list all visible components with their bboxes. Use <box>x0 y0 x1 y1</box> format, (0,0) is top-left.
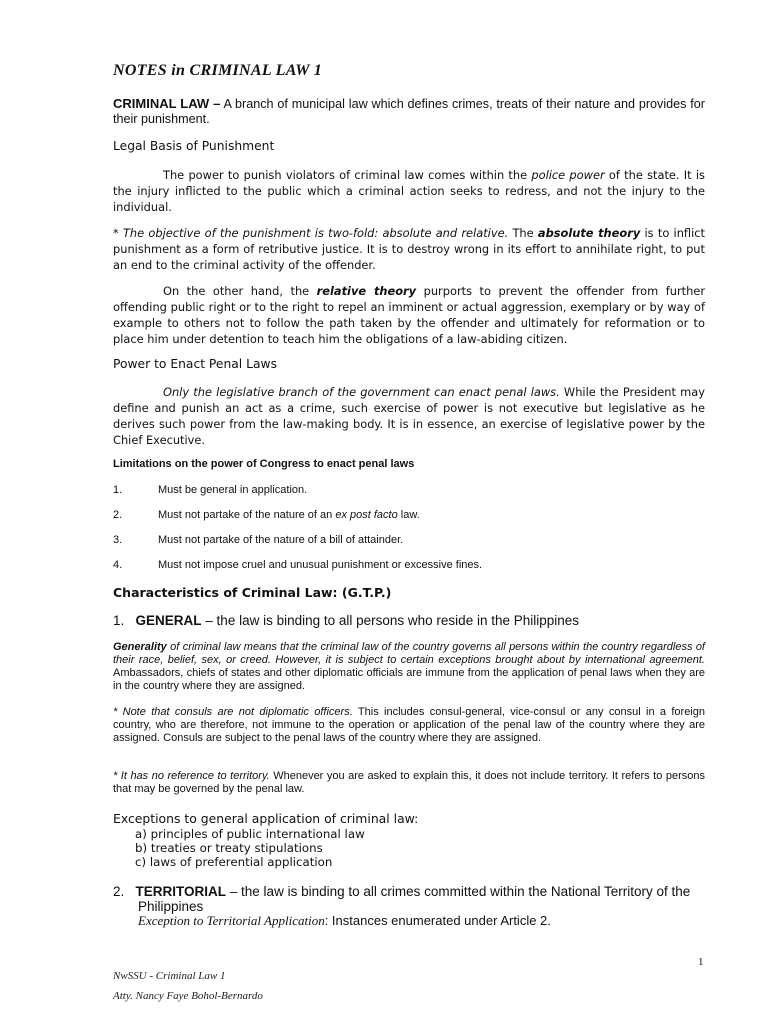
definition-paragraph <box>113 96 705 127</box>
lb-p1-a: The power to punish violators of criminal law comes within the <box>163 168 532 182</box>
limitation-text: Must be general in application. <box>158 484 308 496</box>
consuls-note-paragraph <box>113 706 705 745</box>
legal-basis-paragraph-3 <box>113 283 705 347</box>
power-em: Only the legislative branch of the government can enact penal laws. <box>163 385 560 399</box>
limitation-number: 1. <box>113 484 123 496</box>
generality-bold: Generality <box>113 641 167 653</box>
note-em: * Note that consuls are not diplomatic officers. <box>113 706 353 718</box>
lb-p2-a: The <box>508 226 538 240</box>
legal-basis-heading: Legal Basis of Punishment <box>113 139 275 153</box>
definition-text: A branch of municipal law which defines crimes, treats of their nature and provides for their punishment. <box>113 97 705 126</box>
generality-paragraph <box>113 641 705 693</box>
lb-p2-b: is to inflict punishment as a form of retributive justice. It is to destroy wrong in its effort to annihilate right, to put an end to the criminal activity of the offender. <box>113 226 705 272</box>
characteristics-heading: Characteristics of Criminal Law: (G.T.P.) <box>113 585 392 600</box>
general-text: – the law is binding to all persons who reside in the Philippines <box>201 613 580 628</box>
footer-author: Atty. Nancy Faye Bohol-Bernardo <box>113 990 263 1002</box>
definition-term: CRIMINAL LAW – <box>113 96 221 111</box>
territorial-exception <box>138 913 698 929</box>
lb-p1-b: of the state. It is the injury inflicted to the public which a criminal action seeks to redress, and not the injury to the individual. <box>113 168 705 214</box>
lb-p1-em: police power <box>531 168 605 182</box>
footer-course: NwSSU - Criminal Law 1 <box>113 970 226 982</box>
territory-rest: Whenever you are asked to explain this, it does not include territory. It refers to persons that may be governed by the penal law. <box>113 770 705 795</box>
generality-em: of criminal law means that the criminal law of the country governs all persons within the country regardless of their race, belief, sex, or creed. However, it is subject to certain exceptions brought about by international agreement. <box>113 641 705 666</box>
lb-p3-a: On the other hand, the <box>163 284 317 298</box>
limitation-number: 4. <box>113 559 123 571</box>
exceptions-heading: Exceptions to general application of criminal law: <box>113 811 419 826</box>
general-term: GENERAL <box>135 613 202 628</box>
page-title: NOTES in CRIMINAL LAW 1 <box>113 62 323 79</box>
limitation-text: Must not partake of the nature of an ex post facto law. <box>158 509 420 521</box>
lb-p2-bold: absolute theory <box>537 226 641 240</box>
territorial-number: 2. <box>113 884 125 899</box>
territorial-item <box>113 884 730 914</box>
generality-rest: Ambassadors, chiefs of states and other diplomatic officials are immune from the application of penal laws when they are in the country where they are assigned. <box>113 667 705 692</box>
exceptions-list <box>135 827 695 869</box>
power-paragraph <box>113 384 705 448</box>
territory-note-paragraph <box>113 770 705 796</box>
power-heading: Power to Enact Penal Laws <box>113 357 277 371</box>
territorial-exc-em: Exception to Territorial Application <box>138 913 325 928</box>
territory-em: * It has no reference to territory. <box>113 770 270 782</box>
legal-basis-paragraph-2 <box>113 225 705 273</box>
limitation-text: Must not partake of the nature of a bill of attainder. <box>158 534 404 546</box>
lb-p3-bold: relative theory <box>316 284 417 298</box>
lb-p3-b: purports to prevent the offender from further offending public right or to the right to repel an imminent or actual aggression, exemplary or by way of example to others not to follow the path taken by the offender and ultimately for reformation or to place him under detention to teach him the obligations of a law-abiding citizen. <box>113 284 705 346</box>
limitations-heading: Limitations on the power of Congress to enact penal laws <box>113 458 415 470</box>
lb-p2-em: * The objective of the punishment is two-fold: absolute and relative. <box>113 226 509 240</box>
note-rest: This includes consul-general, vice-consul or any consul in a foreign country, who are therefore, not immune to the operation or application of the penal law of the country where they are assigned. Consuls are subject to the penal laws of the country where they are assigned. <box>113 706 705 744</box>
limitation-number: 3. <box>113 534 123 546</box>
power-rest: While the President may define and punish an act as a crime, such exercise of power is not executive but legislative as he derives such power from the law-making body. It is in essence, an exercise of legislative power by the Chief Executive. <box>113 385 705 447</box>
legal-basis-paragraph-1 <box>113 167 705 215</box>
exception-item: c) laws of preferential application <box>135 855 333 869</box>
limitation-text: Must not impose cruel and unusual punishment or excessive fines. <box>158 559 483 571</box>
page-number: 1 <box>698 956 704 968</box>
exception-item: a) principles of public international law <box>135 827 365 841</box>
general-item <box>113 613 705 628</box>
territorial-term: TERRITORIAL <box>135 884 227 899</box>
general-number: 1. <box>113 613 125 628</box>
territorial-exc-rest: : Instances enumerated under Article 2. <box>324 913 551 928</box>
territorial-text: – the law is binding to all crimes committed within the National Territory of the Philippines <box>138 884 691 914</box>
exception-item: b) treaties or treaty stipulations <box>135 841 323 855</box>
limitation-number: 2. <box>113 509 123 521</box>
